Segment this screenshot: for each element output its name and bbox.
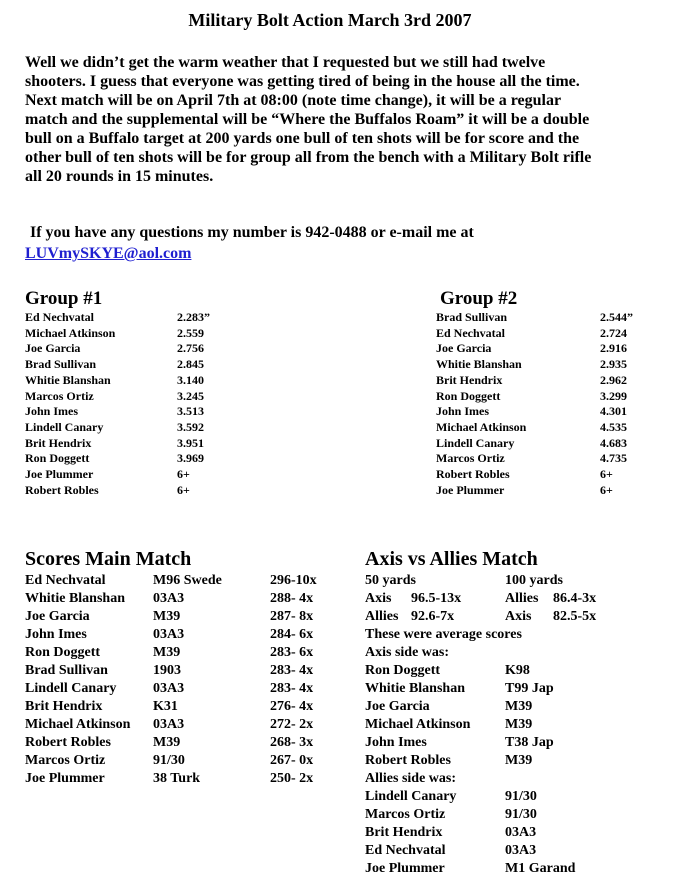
match-score: 288- 4x: [270, 591, 314, 606]
shooter-name: Lindell Canary: [25, 419, 104, 434]
shooter-name: Brit Hendrix: [25, 435, 92, 450]
table-row: [25, 752, 345, 770]
match-score: 272- 2x: [270, 717, 314, 732]
shooter-name: John Imes: [25, 404, 79, 419]
table-row: [25, 626, 345, 644]
shooter-name: Brit Hendrix: [25, 699, 103, 714]
table-row: [436, 450, 666, 466]
shooter-name: Brad Sullivan: [25, 357, 97, 372]
group-size: 3.245: [177, 388, 204, 403]
shooter-name: Whitie Blanshan: [25, 372, 111, 387]
shooter-name: Joe Plummer: [436, 482, 505, 497]
match-score: 283- 4x: [270, 681, 314, 696]
table-row: [365, 572, 665, 590]
shooter-name: Brit Hendrix: [436, 372, 503, 387]
table-row: [365, 788, 665, 806]
table-row: [365, 752, 665, 770]
rifle-name: 03A3: [505, 825, 537, 840]
main-match-heading: Scores Main Match: [25, 548, 192, 570]
table-row: [365, 626, 665, 644]
shooter-name: Joe Garcia: [25, 609, 90, 624]
group-size: 2.962: [600, 372, 627, 387]
group-size: 6+: [177, 467, 190, 481]
group-size: 2.845: [177, 357, 204, 372]
rifle-name: M96 Swede: [153, 573, 222, 588]
team-label: Axis: [505, 609, 532, 624]
page-title: Military Bolt Action March 3rd 2007: [188, 10, 472, 30]
table-row: [25, 419, 235, 435]
table-row: [436, 435, 666, 451]
rifle-name: 91/30: [153, 753, 185, 768]
table-row: [365, 716, 665, 734]
rifle-name: M39: [505, 699, 533, 714]
table-row: [365, 806, 665, 824]
match-score: 267- 0x: [270, 753, 314, 768]
shooter-name: Brit Hendrix: [365, 825, 443, 840]
group-size: 2.916: [600, 341, 627, 356]
shooter-name: Ed Nechvatal: [25, 573, 106, 588]
side-label: Allies side was:: [365, 771, 456, 786]
match-score: 283- 4x: [270, 663, 314, 678]
table-row: [365, 590, 665, 608]
shooter-name: Joe Garcia: [25, 341, 81, 356]
shooter-name: Robert Robles: [25, 735, 111, 750]
rifle-name: M39: [153, 645, 181, 660]
shooter-name: Ron Doggett: [25, 645, 101, 660]
group-size: 3.951: [177, 435, 204, 450]
table-row: [25, 450, 235, 466]
group-size: 3.140: [177, 372, 204, 387]
table-row: [365, 860, 665, 878]
group-size: 3.299: [600, 388, 627, 403]
rifle-name: M39: [505, 717, 533, 732]
table-row: [436, 340, 666, 356]
table-row: [365, 608, 665, 626]
rifle-name: 91/30: [505, 789, 537, 804]
group-size: 3.592: [177, 419, 204, 434]
group-size: 3.969: [177, 451, 204, 466]
rifle-name: K31: [153, 699, 178, 714]
table-row: [436, 482, 666, 498]
group-size: 4.301: [600, 404, 627, 419]
table-row: [436, 356, 666, 372]
group-size: 6+: [177, 482, 190, 497]
group-size: 2.724: [600, 325, 627, 340]
shooter-name: John Imes: [25, 627, 87, 642]
axis-allies-heading: Axis vs Allies Match: [365, 548, 538, 570]
table-row: [25, 698, 345, 716]
intro-line: all 20 rounds in 15 minutes.: [25, 168, 214, 185]
shooter-name: Ed Nechvatal: [365, 843, 446, 858]
shooter-name: Joe Garcia: [436, 341, 492, 356]
shooter-name: John Imes: [436, 404, 490, 419]
team-label: Allies: [505, 591, 539, 606]
table-row: [365, 644, 665, 662]
shooter-name: John Imes: [365, 735, 427, 750]
table-row: [365, 842, 665, 860]
rifle-name: 38 Turk: [153, 771, 201, 786]
email-link[interactable]: LUVmySKYE@aol.com: [25, 245, 192, 262]
group-size: 4.535: [600, 419, 627, 434]
rifle-name: K98: [505, 663, 530, 678]
shooter-name: Lindell Canary: [436, 435, 515, 450]
group-size: 2.935: [600, 357, 627, 372]
shooter-name: Brad Sullivan: [25, 663, 108, 678]
rifle-name: 03A3: [505, 843, 537, 858]
table-row: [25, 372, 235, 388]
shooter-name: Joe Garcia: [365, 699, 430, 714]
group-size: 2.756: [177, 341, 204, 356]
yards-header: 50 yards: [365, 573, 416, 588]
group-size: 4.735: [600, 451, 627, 466]
shooter-name: Joe Plummer: [25, 467, 94, 481]
shooter-name: Whitie Blanshan: [436, 357, 522, 372]
shooter-name: Marcos Ortiz: [365, 807, 446, 822]
rifle-name: 03A3: [153, 627, 185, 642]
table-row: [25, 309, 235, 325]
match-score: 268- 3x: [270, 735, 314, 750]
table-row: [25, 388, 235, 404]
rifle-name: M39: [153, 735, 181, 750]
shooter-name: Michael Atkinson: [365, 717, 471, 732]
match-score: 250- 2x: [270, 771, 314, 786]
shooter-name: Robert Robles: [436, 467, 510, 481]
group2-heading: Group #2: [440, 288, 518, 309]
shooter-name: Marcos Ortiz: [25, 388, 94, 403]
rifle-name: 03A3: [153, 681, 185, 696]
intro-line: bull on a Buffalo target at 200 yards one bull of ten shots will be for score and the: [25, 130, 580, 147]
shooter-name: Ron Doggett: [436, 388, 501, 403]
shooter-name: Lindell Canary: [25, 681, 117, 696]
table-row: [25, 662, 345, 680]
shooter-name: Michael Atkinson: [25, 325, 116, 340]
table-row: [25, 403, 235, 419]
rifle-name: T99 Jap: [505, 681, 554, 696]
yards-header: 100 yards: [505, 573, 563, 588]
shooter-name: Ron Doggett: [365, 663, 441, 678]
side-label: Axis side was:: [365, 645, 450, 660]
table-row: [25, 644, 345, 662]
table-row: [25, 734, 345, 752]
table-row: [25, 325, 235, 341]
group-size: 6+: [600, 482, 613, 497]
table-row: [365, 770, 665, 788]
shooter-name: Michael Atkinson: [25, 717, 131, 732]
team-score: 92.6-7x: [411, 609, 455, 624]
rifle-name: M39: [505, 753, 533, 768]
shooter-name: Marcos Ortiz: [25, 753, 106, 768]
table-row: [365, 824, 665, 842]
rifle-name: 03A3: [153, 717, 185, 732]
table-row: [25, 770, 345, 788]
shooter-name: Robert Robles: [25, 482, 99, 497]
intro-line: other bull of ten shots will be for group all from the bench with a Military Bolt rifle: [25, 149, 592, 166]
table-row: [436, 466, 666, 482]
match-score: 296-10x: [270, 573, 317, 588]
main-match-list: [25, 572, 345, 788]
group2-list: [436, 309, 666, 501]
table-row: [25, 340, 235, 356]
table-row: [25, 356, 235, 372]
shooter-name: Ed Nechvatal: [436, 325, 505, 340]
rifle-name: M39: [153, 609, 181, 624]
table-row: [25, 466, 235, 482]
table-row: [25, 572, 345, 590]
group-size: 2.544”: [600, 310, 633, 324]
shooter-name: Joe Plummer: [365, 861, 445, 876]
group-size: 4.683: [600, 435, 627, 450]
group-size: 2.559: [177, 325, 204, 340]
table-row: [436, 309, 666, 325]
shooter-name: Ed Nechvatal: [25, 310, 94, 324]
group-size: 6+: [600, 467, 613, 481]
shooter-name: Marcos Ortiz: [436, 451, 505, 466]
rifle-name: 1903: [153, 663, 181, 678]
table-row: [365, 734, 665, 752]
table-row: [25, 590, 345, 608]
shooter-name: Whitie Blanshan: [365, 681, 465, 696]
table-row: [436, 388, 666, 404]
rifle-name: M1 Garand: [505, 861, 576, 876]
table-row: [365, 680, 665, 698]
team-score: 86.4-3x: [553, 591, 597, 606]
table-row: [25, 680, 345, 698]
table-row: [25, 435, 235, 451]
intro-paragraph: [25, 53, 591, 186]
match-score: 287- 8x: [270, 609, 314, 624]
rifle-name: 91/30: [505, 807, 537, 822]
table-row: [436, 372, 666, 388]
shooter-name: Ron Doggett: [25, 451, 90, 466]
team-label: Axis: [365, 591, 392, 606]
shooter-name: Brad Sullivan: [436, 310, 508, 324]
table-row: [436, 325, 666, 341]
team-score: 96.5-13x: [411, 591, 462, 606]
shooter-name: Whitie Blanshan: [25, 591, 125, 606]
intro-line: shooters. I guess that everyone was getting tired of being in the house all the time.: [25, 73, 580, 90]
shooter-name: Lindell Canary: [365, 789, 457, 804]
table-row: [436, 419, 666, 435]
match-score: 284- 6x: [270, 627, 314, 642]
axis-allies-section: [365, 572, 665, 877]
team-score: 82.5-5x: [553, 609, 597, 624]
intro-line: Well we didn’t get the warm weather that I requested but we still had twelve: [25, 54, 546, 71]
shooter-name: Michael Atkinson: [436, 419, 527, 434]
intro-line: Next match will be on April 7th at 08:00 (note time change), it will be a regular: [25, 92, 562, 109]
rifle-name: T38 Jap: [505, 735, 554, 750]
rifle-name: 03A3: [153, 591, 185, 606]
table-row: [436, 403, 666, 419]
shooter-name: Joe Plummer: [25, 771, 105, 786]
group-size: 2.283”: [177, 310, 210, 324]
match-score: 283- 6x: [270, 645, 314, 660]
table-row: [365, 662, 665, 680]
intro-line: match and the supplemental will be “Where the Buffalos Roam” it will be a double: [25, 111, 590, 128]
contact-text: If you have any questions my number is 942-0488 or e-mail me at: [30, 224, 474, 241]
table-row: [25, 716, 345, 734]
group1-heading: Group #1: [25, 288, 103, 309]
note-text: These were average scores: [365, 627, 522, 642]
match-score: 276- 4x: [270, 699, 314, 714]
team-label: Allies: [365, 609, 399, 624]
table-row: [365, 698, 665, 716]
table-row: [25, 608, 345, 626]
table-row: [25, 482, 235, 498]
shooter-name: Robert Robles: [365, 753, 451, 768]
group-size: 3.513: [177, 404, 204, 419]
group1-list: [25, 309, 235, 501]
